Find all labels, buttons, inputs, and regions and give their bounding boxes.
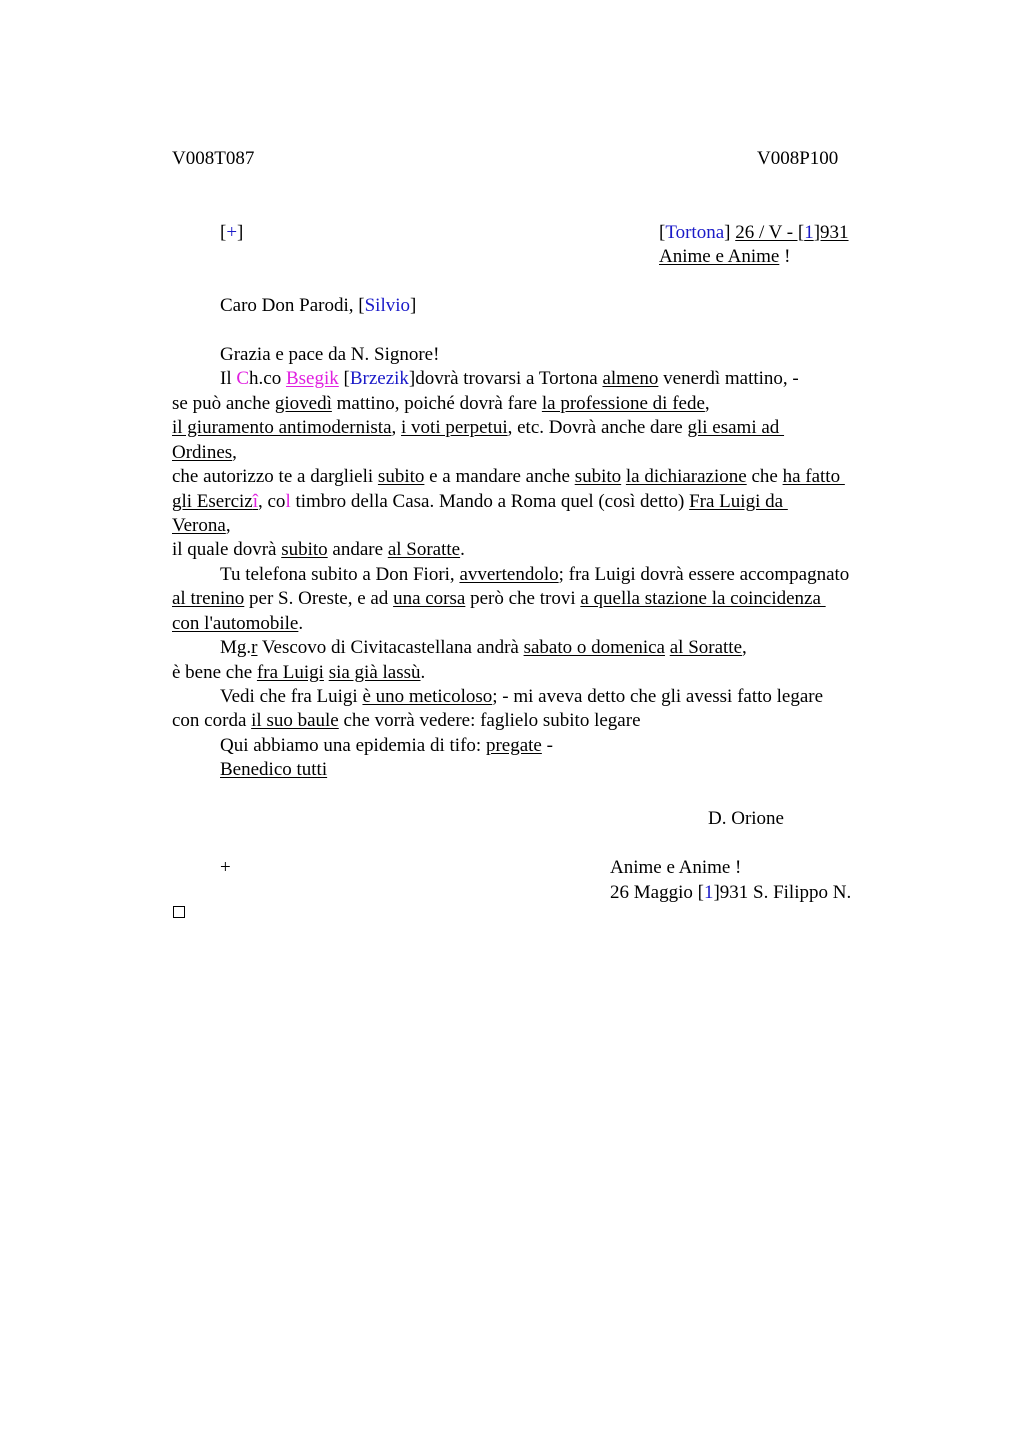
footer-cross: + [220,857,231,878]
body-line: Qui abbiamo una epidemia di tifo: pregate - [220,735,553,756]
salutation-name: Silvio [364,295,410,316]
body-line: Verona, [172,515,231,536]
body-line: Il Ch.co Bsegik [Brzezik]dovrà trovarsi a Tortona almeno venerdì mattino, - [220,368,799,389]
date: 26 / V - [1]931 [735,222,849,243]
footer-date: 26 Maggio [1]931 S. Filippo N. [610,882,852,903]
body-line: il quale dovrà subito andare al Soratte. [172,539,465,560]
header-right-code: V008P100 [757,148,839,169]
salutation: Caro Don Parodi, [Silvio] [220,295,417,316]
body-line: al trenino per S. Oreste, e ad una corsa però che trovi a quella stazione la coincidenza [172,588,826,609]
signature: D. Orione [708,808,784,829]
body-line: che autorizzo te a darglieli subito e a mandare anche subito la dichiarazione che ha fatto [172,466,845,487]
place-name: Tortona [665,222,725,243]
body-line: Ordines, [172,442,237,463]
body-line: con l'automobile. [172,613,304,634]
cross-symbol: + [226,222,238,243]
body-line: Mg.r Vescovo di Civitacastellana andrà sabato o domenica al Soratte, [220,637,747,658]
body-line: Tu telefona subito a Don Fiori, avvertendolo; fra Luigi dovrà essere accompagnato [220,564,850,585]
place-date: [Tortona] 26 / V - [1]931 [659,222,849,243]
body-line: Vedi che fra Luigi è uno meticoloso; - mi aveva detto che gli avessi fatto legare [220,686,824,707]
body-line: con corda il suo baule che vorrà vedere: faglielo subito legare [172,710,641,731]
greeting: Grazia e pace da N. Signore! [220,344,440,365]
top-cross: [+] [220,222,244,243]
header-left-code: V008T087 [172,148,255,169]
body-line: se può anche giovedì mattino, poiché dovrà fare la professione di fede, [172,393,710,414]
checkbox-square [173,906,185,918]
body-line: è bene che fra Luigi sia già lassù. [172,662,426,683]
closing-blessing: Benedico tutti [220,759,328,780]
motto: Anime e Anime ! [659,246,791,267]
body-line: il giuramento antimodernista, i voti perpetui, etc. Dovrà anche dare gli esami ad [172,417,785,438]
footer-motto: Anime e Anime ! [610,857,742,878]
body-line: gli Esercizî, col timbro della Casa. Mando a Roma quel (così detto) Fra Luigi da [172,491,788,512]
